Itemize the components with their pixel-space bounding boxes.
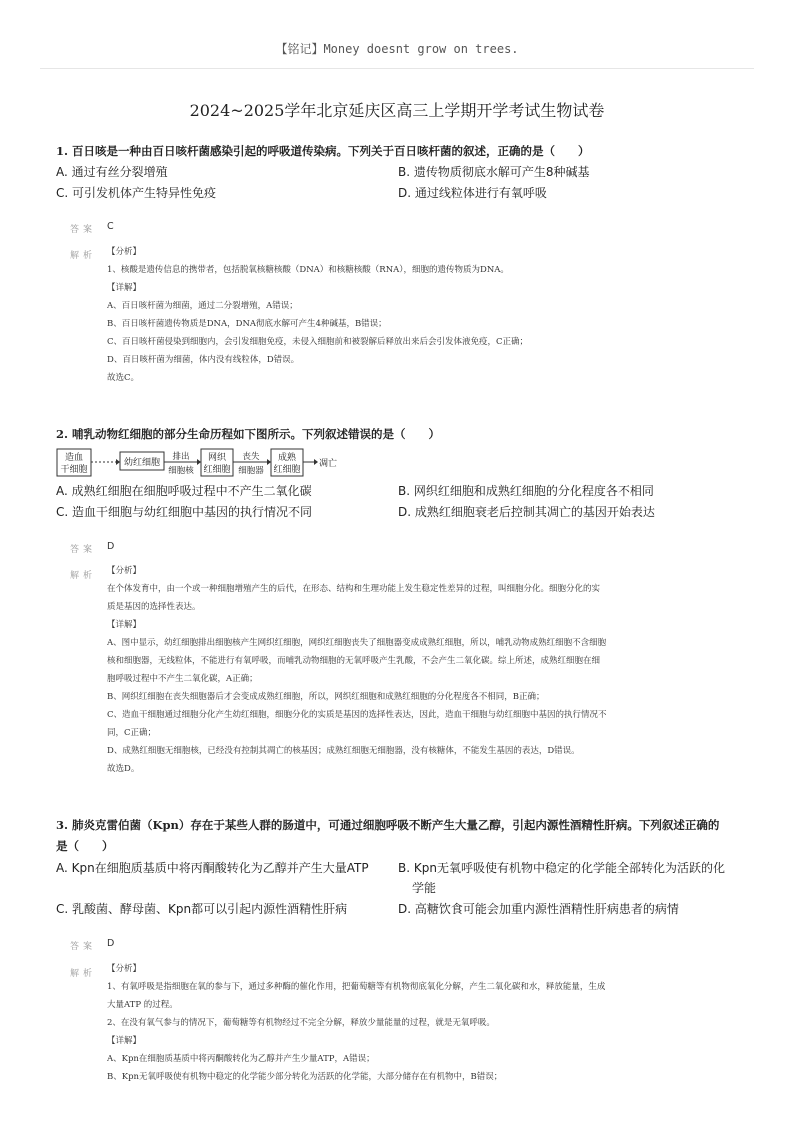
q1-analysis-line: A、百日咳杆菌为细菌，通过二分裂增殖，A错误； [107,301,298,311]
q3-analysis-label: 解析 [70,969,97,979]
q2-answer-label: 答案 [70,545,97,555]
diagram-text: 干细胞 [60,465,88,475]
q3-answer-value: D [107,938,115,949]
q2-analysis-line: 【详解】 [107,620,142,630]
q2-analysis-line: 质是基因的选择性表达。 [107,602,201,612]
q2-analysis-line: B、网织红细胞在丧失细胞器后才会变成成熟红细胞，所以，网织红细胞和成熟红细胞的分化程度各不相同，B正确； [107,692,545,702]
q1-analysis-line: 【分析】 [107,247,142,257]
diagram-text: 细胞器 [238,466,264,476]
diagram-text: 造血 [64,453,84,463]
q1-option-c: C. 可引发机体产生特异性免疫 [56,186,217,200]
q2-analysis-line: D、成熟红细胞无细胞核，已经没有控制其凋亡的核基因；成熟红细胞无细胞器，没有核糖体，不能发生基因的表达，D错误。 [107,746,580,756]
q2-analysis-line: 核和细胞器，无线粒体，不能进行有氧呼吸，而哺乳动物细胞的无氧呼吸产生乳酸，不会产生二氧化碳。综上所述，成熟红细胞在细 [107,656,601,666]
diagram-text: 红细胞 [273,465,301,475]
q2-answer-value: D [107,541,115,552]
question-3-stem-line1: 3. 肺炎克雷伯菌（Kpn）存在于某些人群的肠道中，可通过细胞呼吸不断产生大量乙醇，引起内源性酒精性肝病。下列叙述正确的 [56,818,720,832]
q1-analysis-line: 【详解】 [107,283,142,293]
q3-analysis-line: 【分析】 [107,964,142,974]
q3-analysis-line: 大量ATP 的过程。 [107,1000,178,1010]
diagram-arrowhead [267,459,271,465]
q1-analysis [107,243,727,387]
red-blood-cell-lifecycle-diagram [56,448,356,478]
q3-answer-label: 答案 [70,942,97,952]
q2-analysis [107,562,727,778]
q2-analysis-line: 【分析】 [107,566,142,576]
q3-analysis-line: 1、有氧呼吸是指细胞在氧的参与下，通过多种酶的催化作用，把葡萄糖等有机物彻底氧化分解，产生二氧化碳和水，释放能量，生成 [107,982,606,992]
q2-analysis-line: 故选D。 [107,764,140,774]
exam-title: 2024~2025学年北京延庆区高三上学期开学考试生物试卷 [189,101,605,120]
q3-analysis [107,960,727,1086]
diagram-text: 凋亡 [319,459,338,469]
q3-option-a: A. Kpn在细胞质基质中将丙酮酸转化为乙醇并产生大量ATP [56,861,369,875]
q2-analysis-line: 同，C正确； [107,728,157,738]
q2-analysis-line: 在个体发育中，由一个或一种细胞增殖产生的后代，在形态、结构和生理功能上发生稳定性差异的过程，叫细胞分化。细胞分化的实 [107,584,601,594]
q2-analysis-label: 解析 [70,571,97,581]
diagram-arrowhead [314,459,318,465]
q1-analysis-label: 解析 [70,251,97,261]
q3-analysis-line: 【详解】 [107,1036,142,1046]
q1-analysis-line: 故选C。 [107,373,140,383]
q1-analysis-line: C、百日咳杆菌侵染到细胞内，会引发细胞免疫，未侵入细胞前和被裂解后释放出来后会引发体液免疫，C正确； [107,337,529,347]
diagram-arrowhead [116,459,120,465]
q2-option-c: C. 造血干细胞与幼红细胞中基因的执行情况不同 [56,505,313,519]
diagram-text: 细胞核 [168,466,194,476]
q2-analysis-line: C、造血干细胞通过细胞分化产生幼红细胞，细胞分化的实质是基因的选择性表达，因此，造血干细胞与幼红细胞中基因的执行情况不 [107,710,607,720]
q2-option-b: B. 网织红细胞和成熟红细胞的分化程度各不相同 [398,484,654,498]
q3-option-b: B. Kpn无氧呼吸使有机物中稳定的化学能全部转化为活跃的化 [398,861,725,875]
question-1-stem: 1. 百日咳是一种由百日咳杆菌感染引起的呼吸道传染病。下列关于百日咳杆菌的叙述，正确的是（ ） [56,144,590,158]
q3-option-b-continued: 学能 [412,881,437,895]
q3-analysis-line: A、Kpn在细胞质基质中将丙酮酸转化为乙醇并产生少量ATP，A错误； [107,1054,375,1064]
diagram-arrowhead [197,459,201,465]
diagram-text: 幼红细胞 [123,458,161,468]
diagram-text: 网织 [207,453,227,463]
q2-option-a: A. 成熟红细胞在细胞呼吸过程中不产生二氧化碳 [56,484,312,498]
diagram-text: 成熟 [277,453,297,463]
page-header-motto: 【铭记】Money doesnt grow on trees. [275,42,519,56]
diagram-text: 丧失 [242,452,260,462]
q2-option-d: D. 成熟红细胞衰老后控制其凋亡的基因开始表达 [398,505,655,519]
q1-answer-label: 答案 [70,225,97,235]
question-3-stem-line2: 是（ ） [56,839,114,853]
q1-analysis-line: D、百日咳杆菌为细菌，体内没有线粒体，D错误。 [107,355,300,365]
question-2-stem: 2. 哺乳动物红细胞的部分生命历程如下图所示。下列叙述错误的是（ ） [56,427,441,441]
q2-analysis-line: 胞呼吸过程中不产生二氧化碳，A正确； [107,674,258,684]
diagram-text: 红细胞 [203,465,231,475]
q2-analysis-line: A、图中显示，幼红细胞排出细胞核产生网织红细胞，网织红细胞丧失了细胞器变成成熟红细胞，所以，哺乳动物成熟红细胞不含细胞 [107,638,607,648]
q3-analysis-line: 2、在没有氧气参与的情况下，葡萄糖等有机物经过不完全分解，释放少量能量的过程，就是无氧呼吸。 [107,1018,495,1028]
q1-option-d: D. 通过线粒体进行有氧呼吸 [398,186,547,200]
q1-option-b: B. 遗传物质彻底水解可产生8种碱基 [398,165,590,179]
header-divider [40,68,754,69]
q1-answer-value: C [107,221,114,232]
q1-analysis-line: B、百日咳杆菌遗传物质是DNA，DNA彻底水解可产生4种碱基，B错误； [107,319,387,329]
q1-option-a: A. 通过有丝分裂增殖 [56,165,168,179]
diagram-text: 排出 [172,452,190,462]
q1-analysis-line: 1、核酸是遗传信息的携带者，包括脱氧核糖核酸（DNA）和核糖核酸（RNA），细胞的遗传物质为DNA。 [107,265,509,275]
q3-option-c: C. 乳酸菌、酵母菌、Kpn都可以引起内源性酒精性肝病 [56,902,348,916]
q3-option-d: D. 高糖饮食可能会加重内源性酒精性肝病患者的病情 [398,902,679,916]
q3-analysis-line: B、Kpn无氧呼吸使有机物中稳定的化学能少部分转化为活跃的化学能，大部分储存在有机物中，B错误； [107,1072,503,1082]
